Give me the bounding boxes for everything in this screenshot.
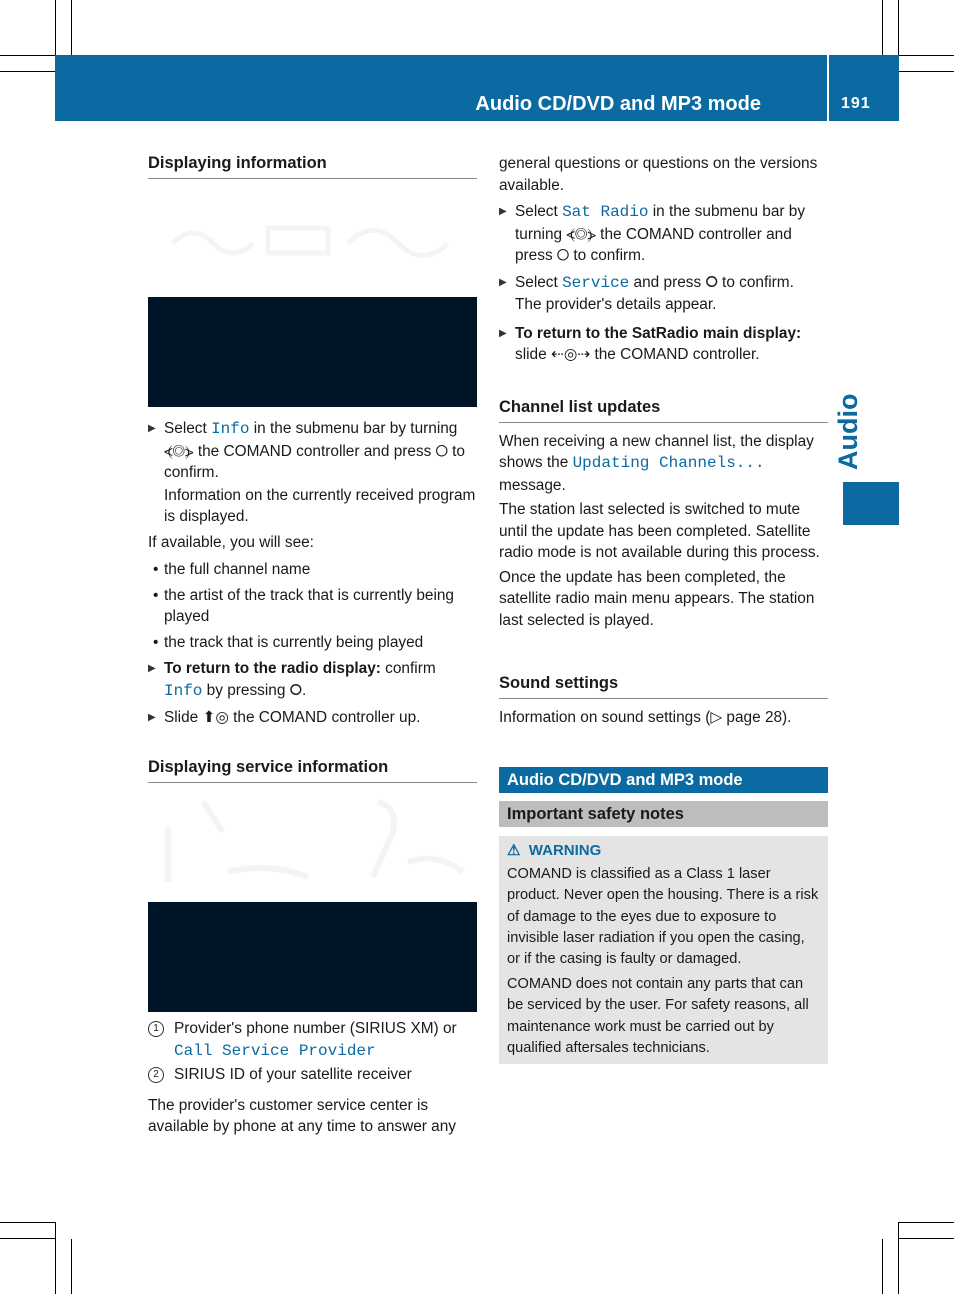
rotate-controller-icon: ⦓◎⦔ xyxy=(566,225,596,243)
code-service: Service xyxy=(562,273,630,292)
code-sat-radio: Sat Radio xyxy=(562,203,649,221)
header-divider xyxy=(827,55,829,121)
crop-mark xyxy=(899,1222,954,1223)
step-select-service: ▶ Select Service and press ⭘ to confirm. The provider's details appear. xyxy=(499,273,794,313)
press-controller-icon: ⭘ xyxy=(435,442,448,460)
crop-mark xyxy=(55,0,56,55)
triangle-icon: ▶ xyxy=(499,327,507,339)
crop-mark xyxy=(55,1222,56,1294)
warning-paragraph-1: COMAND is classified as a Class 1 laser product. Never open the housing. There is a risk of damage to the eyes due to exposure to invisible laser radiation if you open the casing, or if the casing is faulty or damaged. xyxy=(507,866,819,968)
left-column-service xyxy=(148,757,477,783)
subsection-bar-safety: Important safety notes xyxy=(499,801,828,827)
crop-mark xyxy=(882,0,883,55)
crop-mark xyxy=(899,1238,954,1239)
callout-number: 2 xyxy=(148,1067,164,1083)
continuation-text: general questions or questions on the versions available. xyxy=(499,155,818,194)
step-return-satradio: ▶ To return to the SatRadio main display: slide ⇠◎⇢ the COMAND controller. xyxy=(499,324,802,363)
right-column-sound xyxy=(499,673,828,728)
section-bar-audio-mode: Audio CD/DVD and MP3 mode xyxy=(499,767,828,793)
info-display-image xyxy=(148,297,477,407)
bullet-dot: • xyxy=(153,561,159,578)
warning-box xyxy=(499,836,828,1064)
provider-paragraph: The provider's customer service center is available by phone at any time to answer any xyxy=(148,1096,457,1135)
channel-paragraph-3: Once the update has been completed, the satellite radio main menu appears. The station last selected is played. xyxy=(499,568,815,629)
side-tab-label: Audio xyxy=(833,393,863,470)
slide-left-right-icon: ⇠◎⇢ xyxy=(550,346,591,363)
bullet-item: • the track that is currently being played xyxy=(148,632,477,654)
side-tab-marker xyxy=(843,482,899,525)
callout-item: 2 SIRIUS ID of your satellite receiver xyxy=(148,1064,477,1086)
left-column-callouts xyxy=(148,1018,477,1138)
if-available-text: If available, you will see: xyxy=(148,533,314,551)
service-display-image xyxy=(148,902,477,1012)
crop-mark xyxy=(898,0,899,55)
right-column-top xyxy=(499,153,828,366)
warning-icon: ⚠ xyxy=(507,842,521,859)
left-column-top xyxy=(148,153,477,179)
heading-channel-list-updates: Channel list updates xyxy=(499,397,828,423)
page-header xyxy=(55,55,899,121)
code-info: Info xyxy=(211,420,250,438)
code-info: Info xyxy=(164,681,203,700)
bullet-dot: • xyxy=(153,586,159,604)
rotate-controller-icon: ⦓◎⦔ xyxy=(164,442,194,460)
press-controller-icon: ⭘ xyxy=(705,273,718,291)
bullet-item: • the full channel name xyxy=(148,559,477,581)
warning-heading: ⚠ WARNING xyxy=(507,842,602,859)
info-screen-ghost xyxy=(148,188,477,288)
heading-displaying-service: Displaying service information xyxy=(148,757,477,783)
step-select-sat-radio: ▶ Select Sat Radio in the submenu bar by turning ⦓◎⦔ the COMAND controller and press ⭘ to confirm. xyxy=(499,203,806,264)
header-title: Audio CD/DVD and MP3 mode xyxy=(475,93,761,115)
code-call-service-provider: Call Service Provider xyxy=(174,1041,376,1060)
crop-mark xyxy=(0,55,55,56)
triangle-icon: ▶ xyxy=(148,423,156,434)
code-updating-channels: Updating Channels... xyxy=(572,454,765,472)
triangle-icon: ▶ xyxy=(148,663,156,674)
crop-mark xyxy=(0,1238,55,1239)
crop-mark xyxy=(0,71,55,72)
heading-displaying-information: Displaying information xyxy=(148,153,477,179)
press-controller-icon: ⭘ xyxy=(289,681,302,699)
crop-mark xyxy=(899,71,954,72)
crop-mark xyxy=(899,55,954,56)
warning-paragraph-2: COMAND does not contain any parts that can be serviced by the user. For safety reasons, all maintenance work must be carried out by qualified aftersales technicians. xyxy=(507,976,809,1056)
crop-mark xyxy=(882,1239,883,1294)
triangle-icon: ▶ xyxy=(499,206,507,217)
step-select-info: ▶ Select Info in the submenu bar by turning ⦓◎⦔ the COMAND controller and press ⭘ to confirm. xyxy=(148,420,465,481)
slide-up-icon: ⬆◎ xyxy=(202,709,229,726)
channel-paragraph-2: The station last selected is switched to mute until the update has been completed. Satellite radio mode is not available during this process. xyxy=(499,501,820,561)
step-slide-up: ▶ Slide ⬆◎ the COMAND controller up. xyxy=(148,707,477,729)
crop-mark xyxy=(898,1222,899,1294)
right-column-channel xyxy=(499,397,828,631)
info-received-text: Information on the currently received program is displayed. xyxy=(164,486,476,525)
bullet-dot: • xyxy=(153,633,159,651)
crop-mark xyxy=(71,0,72,55)
crop-mark xyxy=(71,1239,72,1294)
triangle-icon: ▶ xyxy=(499,276,507,288)
service-screen-ghost xyxy=(148,792,477,892)
step-return-radio: ▶ To return to the radio display: confirm Info by pressing ⭘. xyxy=(148,660,436,700)
callout-number: 1 xyxy=(148,1021,164,1037)
page-number: 191 xyxy=(841,95,871,112)
sound-paragraph: Information on sound settings (▷ page 28). xyxy=(499,708,792,726)
left-column-steps xyxy=(148,418,477,729)
crop-mark xyxy=(0,1222,55,1223)
heading-sound-settings: Sound settings xyxy=(499,673,828,699)
triangle-icon: ▶ xyxy=(148,712,156,723)
press-controller-icon: ⭘ xyxy=(556,247,570,264)
callout-item: 1 Provider's phone number (SIRIUS XM) or Call Service Provider xyxy=(148,1018,477,1062)
channel-paragraph-1: When receiving a new channel list, the display shows the Updating Channels... message. xyxy=(499,432,814,494)
bullet-item: • the artist of the track that is currently being played xyxy=(153,586,454,625)
